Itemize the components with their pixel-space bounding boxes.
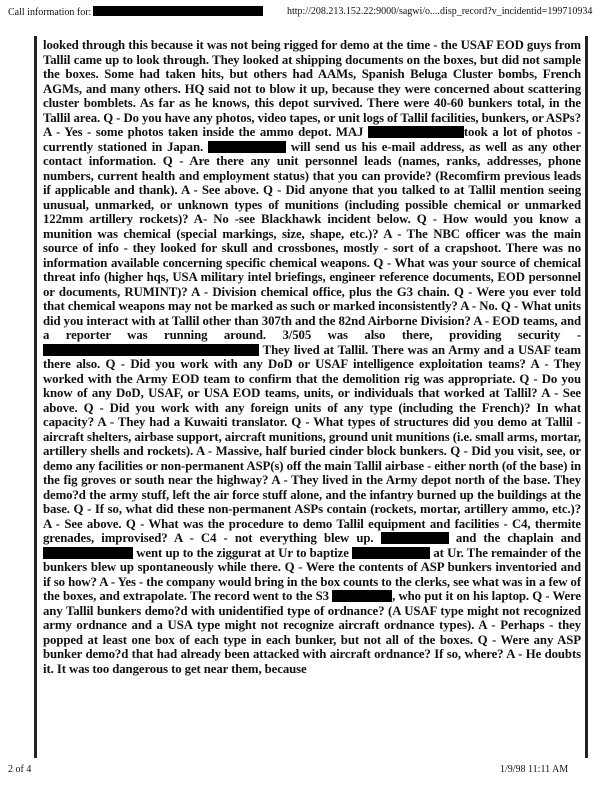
page-number: 2 of 4	[8, 764, 32, 775]
text-segment: looked through this because it was not being rigged for demo at the time - the USAF EOD guys from Tallil came up to look through. They looked at shipping documents on the boxes, but did not sample the boxes. Some had taken hits, but others had AAMs, Spanish Beluga Cluster bombs, French AGMs, and many others. HQ said not to blow it up, because they were concerned about scattering cluster bomblets. As far as he knows, this depot survived. There were 40-60 bunkers total, in the Tallil area. Q - Do you have any photos, video tapes, or unit logs of Tallil facilities, bunkers, or ASPs? A - Yes - some photos taken inside the ammo depot. MAJ	[43, 38, 581, 139]
text-segment: and the chaplain and	[455, 531, 581, 545]
redaction-bar	[332, 590, 392, 602]
redaction-bar	[368, 126, 464, 138]
text-segment: took a lot of photos - currently stationed in Japan.	[43, 125, 581, 154]
redaction-bar	[208, 141, 286, 153]
redaction-bar	[381, 532, 449, 544]
text-segment: will send us his e-mail address, as well as any other contact information. Q - Are there any unit personnel leads (names, ranks, addresses, phone numbers, current health and employment status) that you can provide? (Recomfirm previous leads if applicable and thank). A - See above. Q - Did anyone that you talked to at Tallil mention seeing unusual, unmarked, or unknown types of munitions (including possible chemical or unmarked 122mm artillery rockets)? A- No -see Blackhawk incident below. Q - How would you know a munition was chemical (special markings, size, shape, etc.)? A - The NBC officer was the main source of info - they looked for skull and crossbones, mostly - sort of a crapshoot. There was no information available concerning specific chemical weapons. Q - What was your source of chemical threat info (higher hqs, USA military intel briefings, engineer reference documents, EOD personnel or documents, RUMINT)? A - Division chemical office, plus the G3 chain. Q - Were you ever told that chemical weapons may not be marked as such or marked inconsistently? A - No. Q - What units did you interact with at Tallil other than 307th and the 82nd Airborne Division? A - EOD teams, and a reporter was running around. 3/505 was also there, providing security -	[43, 139, 581, 342]
print-header	[0, 6, 612, 22]
redaction-bar	[43, 547, 133, 559]
text-segment: They lived at Tallil. There was an Army and a USAF team there also. Q - Did you work with any DoD or USAF intelligence exploitation teams? A - They worked with the Army EOD team to confirm that the demolition rig was appropriate. Q - Do you know of any DoD, USAF, or USA EOD teams, units, or individuals that worked at Tallil? A - See above. Q - Did you work with any foreign units of any type (including the French)? In what capacity? A - They had a Kuwaiti translator. Q - What types of structures did you demo at Tallil - aircraft shelters, airbase support, aircraft munitions, ground unit munitions (i.e. small arms, mortar, artillery shells and rockets). A - Massive, half buried cinder block bunkers. Q - Did you visit, see, or demo any facilities or non-permanent ASP(s) off the main Tallil airbase - either north (of the base) in the fig groves or south near the highway? A - They lived in the Army depot north of the base. They demo?d the army stuff, left the air force stuff alone, and the infantry burned up the buildings at the base. Q - If so, what did these non-permanent ASPs contain (rockets, mortar, artillery ammo, etc.)? A - See above. Q - What was the procedure to demo Tallil equipment and facilities - C4, thermite grenades, improvised? A - C4 - not everything blew up.	[43, 342, 581, 545]
text-segment: went up to the ziggurat at Ur to baptize	[136, 545, 349, 560]
print-footer	[0, 764, 612, 780]
text-segment: at Ur. The remainder of the bunkers blew up spontaneously while there. Q - Were the contents of ASP bunkers inventoried and if so how? A - Yes - the company would bring in the box counts to the clerks, see what was in a few of the boxes, and extrapolate. The record went to the S3	[43, 545, 582, 603]
redaction-bar	[352, 547, 430, 559]
record-url: http://208.213.152.22:9000/sagwi/o....disp_record?v_incidentid=199710934	[287, 6, 593, 17]
interview-text	[43, 38, 581, 676]
document-body	[34, 36, 588, 758]
print-timestamp: 1/9/98 11:11 AM	[500, 764, 569, 775]
text-segment: , who put it on his laptop. Q - Were any Tallil bunkers demo?d with unidentified type of ordnance? (A USAF type might not recognized army ordnance and a USA type might not recognize aircraft ordnance types). A - Perhaps - they popped at least one box of each type in each bunker, but not all of the boxes. Q - Were any ASP bunker demo?d that had already been attacked with aircraft ordnance? If so, where? A - He doubts it. It was too dangerous to get near them, because	[43, 589, 581, 676]
redaction-bar	[43, 344, 259, 356]
call-information-label: Call information for:	[8, 6, 263, 18]
redaction-bar	[93, 6, 263, 16]
